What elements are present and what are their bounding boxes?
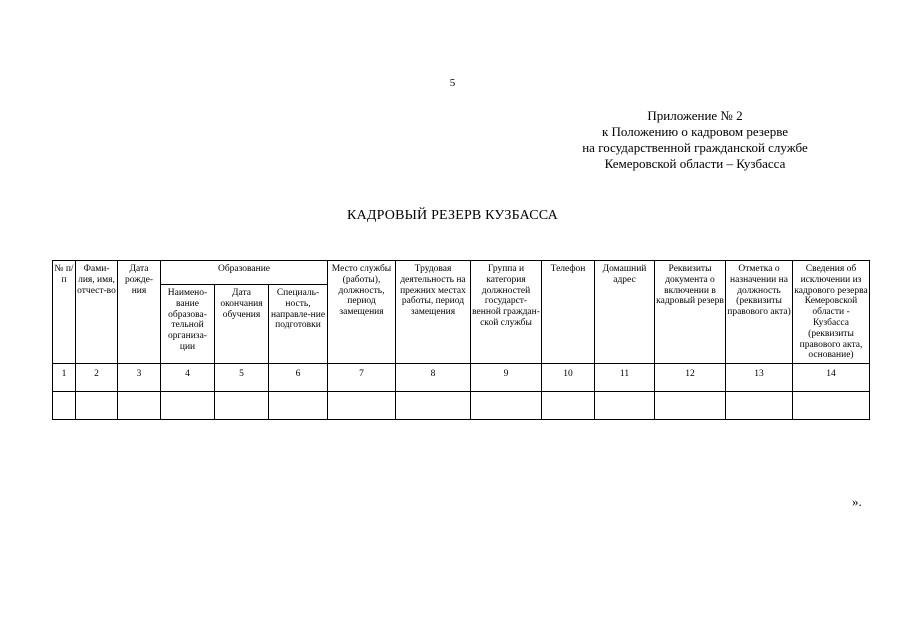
column-number: 8 bbox=[396, 364, 471, 392]
empty-cell bbox=[595, 392, 655, 420]
header-inclusion-document: Реквизиты документа о включении в кадровый резерв bbox=[655, 261, 726, 364]
closing-quote-mark: ». bbox=[852, 494, 862, 509]
column-number: 9 bbox=[471, 364, 542, 392]
header-workplace: Место службы (работы), должность, период замещения bbox=[328, 261, 396, 364]
empty-cell bbox=[542, 392, 595, 420]
empty-cell bbox=[269, 392, 328, 420]
column-number: 3 bbox=[118, 364, 161, 392]
column-number: 6 bbox=[269, 364, 328, 392]
header-birth-date: Дата рожде-ния bbox=[118, 261, 161, 364]
column-number: 12 bbox=[655, 364, 726, 392]
column-number: 14 bbox=[793, 364, 870, 392]
header-education-date: Дата окончания обучения bbox=[215, 285, 269, 364]
header-education: Образование bbox=[161, 261, 328, 285]
header-home-address: Домашний адрес bbox=[595, 261, 655, 364]
empty-cell bbox=[726, 392, 793, 420]
appendix-heading bbox=[540, 108, 850, 172]
header-education-specialty: Специаль-ность, направле-ние подготовки bbox=[269, 285, 328, 364]
header-exclusion-info: Сведения об исключении из кадрового резерва Кемеровской области - Кузбасса (реквизиты правового акта, основание) bbox=[793, 261, 870, 364]
column-number: 10 bbox=[542, 364, 595, 392]
header-appointment-mark: Отметка о назначении на должность (реквизиты правового акта) bbox=[726, 261, 793, 364]
header-position-group: Группа и категория должностей государст-венной граждан-ской службы bbox=[471, 261, 542, 364]
appendix-line-4: Кемеровской области – Кузбасса bbox=[604, 156, 786, 171]
empty-cell bbox=[793, 392, 870, 420]
header-previous-work: Трудовая деятельность на прежних местах работы, период замещения bbox=[396, 261, 471, 364]
column-number: 7 bbox=[328, 364, 396, 392]
page-number: 5 bbox=[449, 77, 456, 89]
document-title: КАДРОВЫЙ РЕЗЕРВ КУЗБАССА bbox=[347, 208, 558, 223]
header-education-organization: Наимено-вание образова-тельной организа-ции bbox=[161, 285, 215, 364]
header-row-top bbox=[53, 261, 870, 285]
appendix-line-1: Приложение № 2 bbox=[647, 108, 743, 123]
column-number: 2 bbox=[76, 364, 118, 392]
column-number: 4 bbox=[161, 364, 215, 392]
header-phone: Телефон bbox=[542, 261, 595, 364]
empty-data-row bbox=[53, 392, 870, 420]
column-number-row bbox=[53, 364, 870, 392]
empty-cell bbox=[215, 392, 269, 420]
personnel-reserve-table bbox=[52, 260, 870, 420]
empty-cell bbox=[118, 392, 161, 420]
header-number: № п/п bbox=[53, 261, 76, 364]
empty-cell bbox=[328, 392, 396, 420]
column-number: 13 bbox=[726, 364, 793, 392]
appendix-line-2: к Положению о кадровом резерве bbox=[601, 124, 789, 139]
empty-cell bbox=[53, 392, 76, 420]
column-number: 5 bbox=[215, 364, 269, 392]
empty-cell bbox=[471, 392, 542, 420]
empty-cell bbox=[396, 392, 471, 420]
column-number: 11 bbox=[595, 364, 655, 392]
empty-cell bbox=[76, 392, 118, 420]
appendix-line-3: на государственной гражданской службе bbox=[582, 140, 808, 155]
header-full-name: Фами-лия, имя, отчест-во bbox=[76, 261, 118, 364]
empty-cell bbox=[655, 392, 726, 420]
empty-cell bbox=[161, 392, 215, 420]
column-number: 1 bbox=[53, 364, 76, 392]
